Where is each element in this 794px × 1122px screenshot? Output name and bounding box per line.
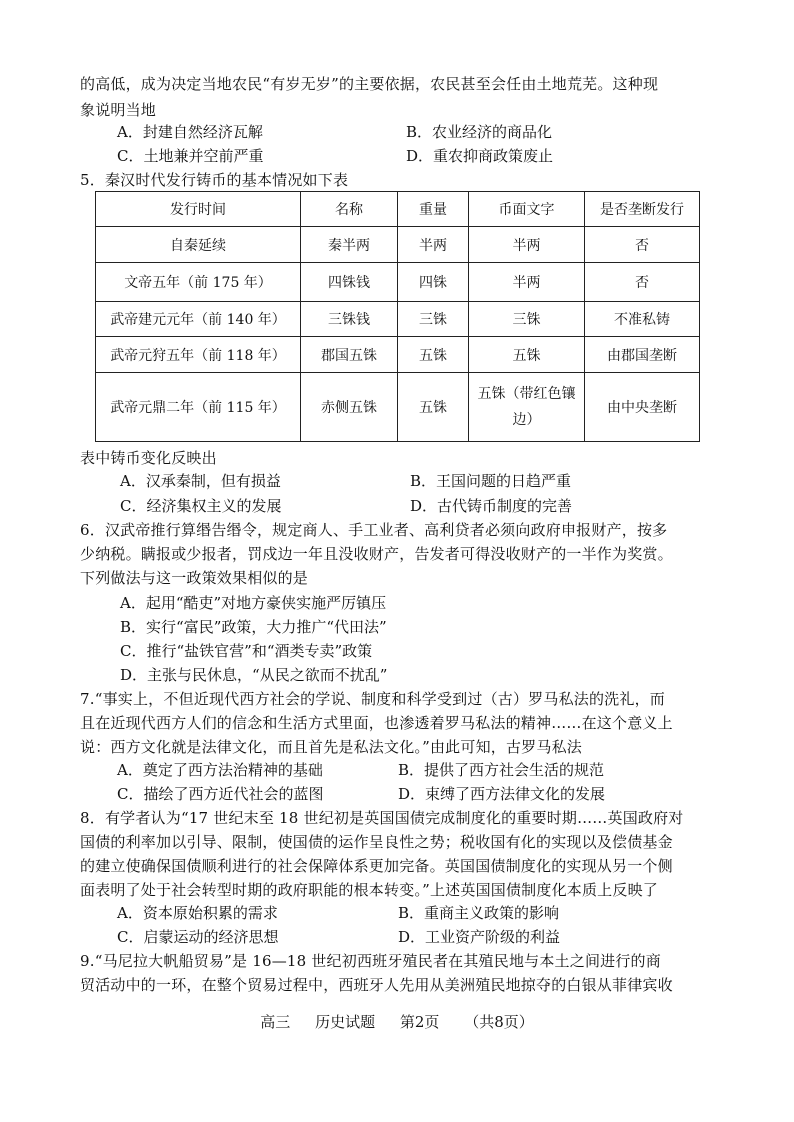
page-footer (0, 1011, 794, 1032)
table-cell: 否 (585, 227, 700, 263)
q5-after-table: 表中铸币变化反映出 (80, 449, 217, 467)
q7-option-a[interactable]: A．奠定了西方法治精神的基础 (117, 761, 323, 779)
table-cell: 三铢 (398, 302, 469, 337)
table-header-cell: 重量 (398, 192, 469, 227)
table-cell: 四铢钱 (301, 263, 398, 302)
q5-option-b[interactable]: B．王国问题的日趋严重 (410, 472, 572, 490)
footer-total-pages: （共8页） (464, 1013, 534, 1031)
q4-option-c[interactable]: C．土地兼并空前严重 (117, 147, 264, 165)
q7-option-d[interactable]: D．束缚了西方法律文化的发展 (398, 785, 606, 803)
q8-option-a[interactable]: A．资本原始积累的需求 (117, 904, 278, 922)
table-header-cell: 是否垄断发行 (585, 192, 700, 227)
q8-option-d[interactable]: D．工业资产阶级的利益 (398, 928, 561, 946)
table-cell: 半两 (469, 227, 585, 263)
table-cell: 五铢（带红色镶边） (469, 373, 585, 442)
footer-subject: 历史试题 (315, 1013, 376, 1031)
q6-stem-line3: 下列做法与这一政策效果相似的是 (80, 569, 309, 587)
table-header-cell: 名称 (301, 192, 398, 227)
q9-stem-line1: 9.“马尼拉大帆船贸易”是 16—18 世纪初西班牙殖民者在其殖民地与本土之间进行的商 (80, 952, 661, 970)
table-cell: 秦半两 (301, 227, 398, 263)
q4-stem-line2: 象说明当地 (80, 101, 157, 119)
q4-stem-line1: 的高低，成为决定当地农民“有岁无岁”的主要依据，农民甚至会任由土地荒芜。这种现 (80, 75, 659, 93)
table-cell: 不准私铸 (585, 302, 700, 337)
q6-option-d[interactable]: D．主张与民休息，“从民之欲而不扰乱” (120, 666, 388, 684)
q8-stem-line2: 国债的利率加以引导、限制，使国债的运作呈良性之势；税收国有化的实现以及偿债基金 (80, 833, 673, 851)
table-row (96, 337, 700, 373)
table-cell: 武帝建元元年（前 140 年） (96, 302, 301, 337)
table-cell: 五铢 (398, 373, 469, 442)
table-cell: 半两 (398, 227, 469, 263)
q4-option-d[interactable]: D．重农抑商政策废止 (406, 147, 554, 165)
table-header-cell: 币面文字 (469, 192, 585, 227)
q8-option-b[interactable]: B．重商主义政策的影响 (398, 904, 560, 922)
q4-option-b[interactable]: B．农业经济的商品化 (406, 123, 553, 141)
q7-option-c[interactable]: C．描绘了西方近代社会的蓝图 (117, 785, 324, 803)
q6-option-b[interactable]: B．实行“富民”政策，大力推广“代田法” (120, 618, 387, 636)
q8-stem-line1: 8．有学者认为“17 世纪末至 18 世纪初是英国国债完成制度化的重要时期……英国政府对 (80, 809, 684, 827)
table-cell: 否 (585, 263, 700, 302)
table-cell: 由中央垄断 (585, 373, 700, 442)
table-header-cell: 发行时间 (96, 192, 301, 227)
table-cell: 半两 (469, 263, 585, 302)
q5-option-c[interactable]: C．经济集权主义的发展 (120, 497, 282, 515)
q5-option-a[interactable]: A．汉承秦制，但有损益 (120, 472, 281, 490)
q7-option-b[interactable]: B．提供了西方社会生活的规范 (398, 761, 605, 779)
q6-stem-line1: 6．汉武帝推行算缗告缗令，规定商人、手工业者、高利贷者必须向政府申报财产，按多 (80, 521, 668, 539)
table-row (96, 373, 700, 442)
coin-table (95, 191, 700, 442)
q6-stem-line2: 少纳税。瞒报或少报者，罚戍边一年且没收财产，告发者可得没收财产的一半作为奖赏。 (80, 545, 673, 563)
q6-option-a[interactable]: A．起用“酷吏”对地方豪侠实施严厉镇压 (120, 594, 387, 612)
table-cell: 郡国五铢 (301, 337, 398, 373)
table-cell: 文帝五年（前 175 年） (96, 263, 301, 302)
q6-option-c[interactable]: C．推行“盐铁官营”和“酒类专卖”政策 (120, 642, 373, 660)
table-cell: 赤侧五铢 (301, 373, 398, 442)
table-row (96, 302, 700, 337)
q5-stem: 5．秦汉时代发行铸币的基本情况如下表 (80, 171, 349, 189)
table-cell: 武帝元鼎二年（前 115 年） (96, 373, 301, 442)
table-cell: 四铢 (398, 263, 469, 302)
q8-option-c[interactable]: C．启蒙运动的经济思想 (117, 928, 279, 946)
footer-page-number: 第2页 (399, 1013, 440, 1031)
q7-stem-line3: 说：西方文化就是法律文化，而且首先是私法文化。”由此可知，古罗马私法 (80, 738, 582, 756)
table-cell: 三铢 (469, 302, 585, 337)
table-cell: 五铢 (469, 337, 585, 373)
table-row (96, 227, 700, 263)
q5-option-d[interactable]: D．古代铸币制度的完善 (410, 497, 573, 515)
table-cell: 武帝元狩五年（前 118 年） (96, 337, 301, 373)
table-cell: 自秦延续 (96, 227, 301, 263)
q9-stem-line2: 贸活动中的一环，在整个贸易过程中，西班牙人先用从美洲殖民地掠夺的白银从菲律宾收 (80, 976, 673, 994)
q7-stem-line1: 7.“事实上，不但近现代西方社会的学说、制度和科学受到过（古）罗马私法的洗礼，而 (80, 690, 665, 708)
table-row (96, 263, 700, 302)
table-cell: 三铢钱 (301, 302, 398, 337)
q8-stem-line3: 的建立使确保国债顺利进行的社会保障体系更加完备。英国国债制度化的实现从另一个侧 (80, 857, 673, 875)
q7-stem-line2: 且在近现代西方人们的信念和生活方式里面，也渗透着罗马私法的精神……在这个意义上 (80, 714, 673, 732)
q8-stem-line4: 面表明了处于社会转型时期的政府职能的根本转变。”上述英国国债制度化本质上反映了 (80, 881, 658, 899)
table-cell: 五铢 (398, 337, 469, 373)
table-cell: 由郡国垄断 (585, 337, 700, 373)
table-header-row (96, 192, 700, 227)
q4-option-a[interactable]: A．封建自然经济瓦解 (117, 123, 263, 141)
footer-grade: 高三 (260, 1013, 291, 1031)
